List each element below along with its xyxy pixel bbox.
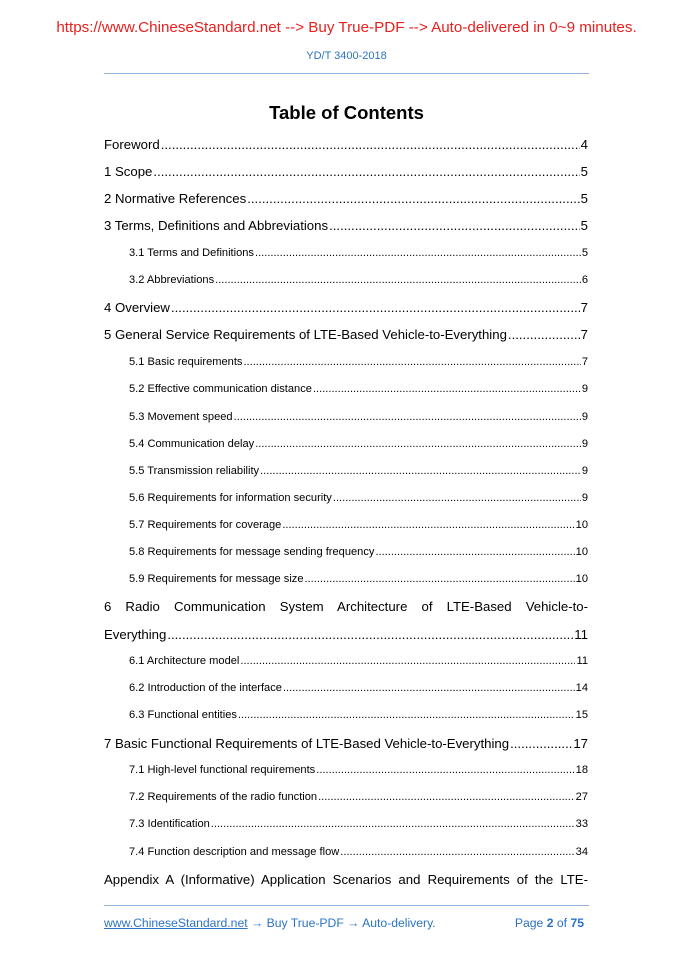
page-current: 2 xyxy=(546,916,554,930)
dot-leader xyxy=(333,492,581,504)
dot-leader xyxy=(510,736,572,751)
toc-entry-appendix-a-line1[interactable]: Appendix A (Informative) Application Scenarios and Requirements of the LTE- xyxy=(104,872,588,887)
toc-entry-page: 5 xyxy=(580,218,588,233)
toc-entry-page: 14 xyxy=(575,682,588,694)
dot-leader xyxy=(153,164,579,179)
toc-entry-page: 10 xyxy=(575,573,588,585)
toc-entry-page: 5 xyxy=(580,191,588,206)
toc-entry-text: 5.1 Basic requirements xyxy=(129,356,243,368)
toc-entry-page: 17 xyxy=(573,736,588,751)
dot-leader xyxy=(340,846,574,858)
dot-leader xyxy=(234,411,581,423)
toc-entry-page: 10 xyxy=(575,546,588,558)
dot-leader xyxy=(313,383,581,395)
toc-entry-5-8[interactable] xyxy=(104,546,588,558)
toc-entry-page: 33 xyxy=(575,818,588,830)
dot-leader xyxy=(283,682,575,694)
toc-entry-radio-architecture-line1[interactable]: 6 Radio Communication System Architecture of LTE-Based Vehicle-to- xyxy=(104,599,588,614)
toc-entry-text: 2 Normative References xyxy=(104,191,247,206)
page-indicator xyxy=(515,916,584,930)
page-label: Page xyxy=(514,916,544,930)
dot-leader xyxy=(375,546,574,558)
toc-entry-7-2[interactable] xyxy=(104,791,588,803)
toc-entry-7-4[interactable] xyxy=(104,846,588,858)
dot-leader xyxy=(211,818,575,830)
toc-entry-text: 5.6 Requirements for information security xyxy=(129,492,332,504)
toc-entry-text: 7.1 High-level functional requirements xyxy=(129,764,316,776)
dot-leader xyxy=(282,519,574,531)
toc-entry-text: 5.3 Movement speed xyxy=(129,411,233,423)
toc-entry-5-4[interactable] xyxy=(104,438,588,450)
dot-leader xyxy=(243,356,580,368)
dot-leader xyxy=(161,137,580,152)
toc-entry-text: Everything xyxy=(104,627,167,642)
dot-leader xyxy=(318,791,575,803)
toc-entry-5-3[interactable] xyxy=(104,411,588,423)
footer-divider xyxy=(104,905,589,906)
toc-entry-page: 5 xyxy=(580,164,588,179)
toc-entry-page: 18 xyxy=(575,764,588,776)
toc-entry-page: 9 xyxy=(581,492,588,504)
toc-entry-text: 1 Scope xyxy=(104,164,153,179)
toc-entry-page: 11 xyxy=(576,655,588,667)
toc-entry-normative-references[interactable] xyxy=(104,191,588,206)
toc-entry-page: 9 xyxy=(581,411,588,423)
toc-entry-page: 7 xyxy=(580,300,588,315)
toc-entry-page: 5 xyxy=(581,247,588,259)
toc-entry-page: 27 xyxy=(575,791,588,803)
footer-tagline: → Buy True-PDF → Auto-delivery. xyxy=(247,916,436,930)
page-of: of xyxy=(556,916,568,930)
toc-entry-basic-functional[interactable] xyxy=(104,736,588,751)
toc-entry-text: 5.7 Requirements for coverage xyxy=(129,519,282,531)
header-divider xyxy=(104,73,589,74)
dot-leader xyxy=(508,327,580,342)
toc-entry-5-9[interactable] xyxy=(104,573,588,585)
footer-site-link[interactable]: www.ChineseStandard.net xyxy=(104,916,248,930)
toc-entry-text: 6.1 Architecture model xyxy=(129,655,240,667)
toc-entry-page: 9 xyxy=(581,465,588,477)
toc-entry-3-1[interactable] xyxy=(104,247,588,259)
dot-leader xyxy=(255,247,581,259)
dot-leader xyxy=(255,438,581,450)
toc-entry-6-1[interactable] xyxy=(104,655,588,667)
toc-entry-foreword[interactable] xyxy=(104,137,588,152)
toc-entry-page: 6 xyxy=(581,274,588,286)
page-footer xyxy=(104,916,584,930)
toc-entry-page: 34 xyxy=(575,846,588,858)
toc-entry-text: Foreword xyxy=(104,137,160,152)
toc-entry-5-7[interactable] xyxy=(104,519,588,531)
toc-entry-text: 3.1 Terms and Definitions xyxy=(129,247,254,259)
dot-leader xyxy=(329,218,580,233)
toc-entry-text: 7.4 Function description and message flow xyxy=(129,846,340,858)
toc-entry-text: 3.2 Abbreviations xyxy=(129,274,215,286)
toc-entry-general-service[interactable] xyxy=(104,327,588,342)
toc-entry-7-3[interactable] xyxy=(104,818,588,830)
dot-leader xyxy=(305,573,575,585)
toc-entry-page: 7 xyxy=(581,356,588,368)
dot-leader xyxy=(240,655,575,667)
page-total: 75 xyxy=(570,916,584,930)
toc-entry-7-1[interactable] xyxy=(104,764,588,776)
toc-entry-text: 4 Overview xyxy=(104,300,170,315)
toc-entry-text: 6.2 Introduction of the interface xyxy=(129,682,282,694)
toc-entry-page: 9 xyxy=(581,438,588,450)
source-banner[interactable]: https://www.ChineseStandard.net --> Buy True-PDF --> Auto-delivered in 0~9 minutes. xyxy=(56,19,637,36)
toc-entry-text: 5 General Service Requirements of LTE-Based Vehicle-to-Everything xyxy=(104,327,507,342)
dot-leader xyxy=(316,764,574,776)
toc-entry-6-3[interactable] xyxy=(104,709,588,721)
dot-leader xyxy=(167,627,573,642)
page-title: Table of Contents xyxy=(269,102,424,123)
toc-entry-5-6[interactable] xyxy=(104,492,588,504)
toc-entry-text: 5.5 Transmission reliability xyxy=(129,465,260,477)
toc-entry-text: 7.3 Identification xyxy=(129,818,210,830)
toc-entry-scope[interactable] xyxy=(104,164,588,179)
dot-leader xyxy=(238,709,575,721)
toc-entry-text: 6.3 Functional entities xyxy=(129,709,237,721)
document-number: YD/T 3400-2018 xyxy=(306,50,387,62)
toc-entry-page: 10 xyxy=(575,519,588,531)
toc-entry-page: 15 xyxy=(575,709,588,721)
toc-entry-5-2[interactable] xyxy=(104,383,588,395)
toc-entry-overview[interactable] xyxy=(104,300,588,315)
dot-leader xyxy=(247,191,579,206)
toc-entry-text: 5.2 Effective communication distance xyxy=(129,383,312,395)
toc-entry-page: 9 xyxy=(581,383,588,395)
toc-entry-text: 5.4 Communication delay xyxy=(129,438,255,450)
toc-entry-page: 7 xyxy=(580,327,588,342)
toc-entry-3-2[interactable] xyxy=(104,274,588,286)
dot-leader xyxy=(260,465,581,477)
toc-entry-6-2[interactable] xyxy=(104,682,588,694)
toc-entry-page: 4 xyxy=(580,137,588,152)
toc-entry-text: 3 Terms, Definitions and Abbreviations xyxy=(104,218,329,233)
dot-leader xyxy=(171,300,580,315)
dot-leader xyxy=(215,274,581,286)
toc-entry-radio-architecture-line2[interactable] xyxy=(104,627,588,642)
toc-entry-text: 7.2 Requirements of the radio function xyxy=(129,791,318,803)
toc-entry-text: 5.8 Requirements for message sending frequency xyxy=(129,546,375,558)
toc-entry-terms[interactable] xyxy=(104,218,588,233)
toc-entry-text: 5.9 Requirements for message size xyxy=(129,573,304,585)
toc-entry-5-5[interactable] xyxy=(104,465,588,477)
toc-entry-text: 7 Basic Functional Requirements of LTE-Based Vehicle-to-Everything xyxy=(104,736,510,751)
toc-entry-page: 11 xyxy=(574,627,588,642)
toc-entry-5-1[interactable] xyxy=(104,356,588,368)
